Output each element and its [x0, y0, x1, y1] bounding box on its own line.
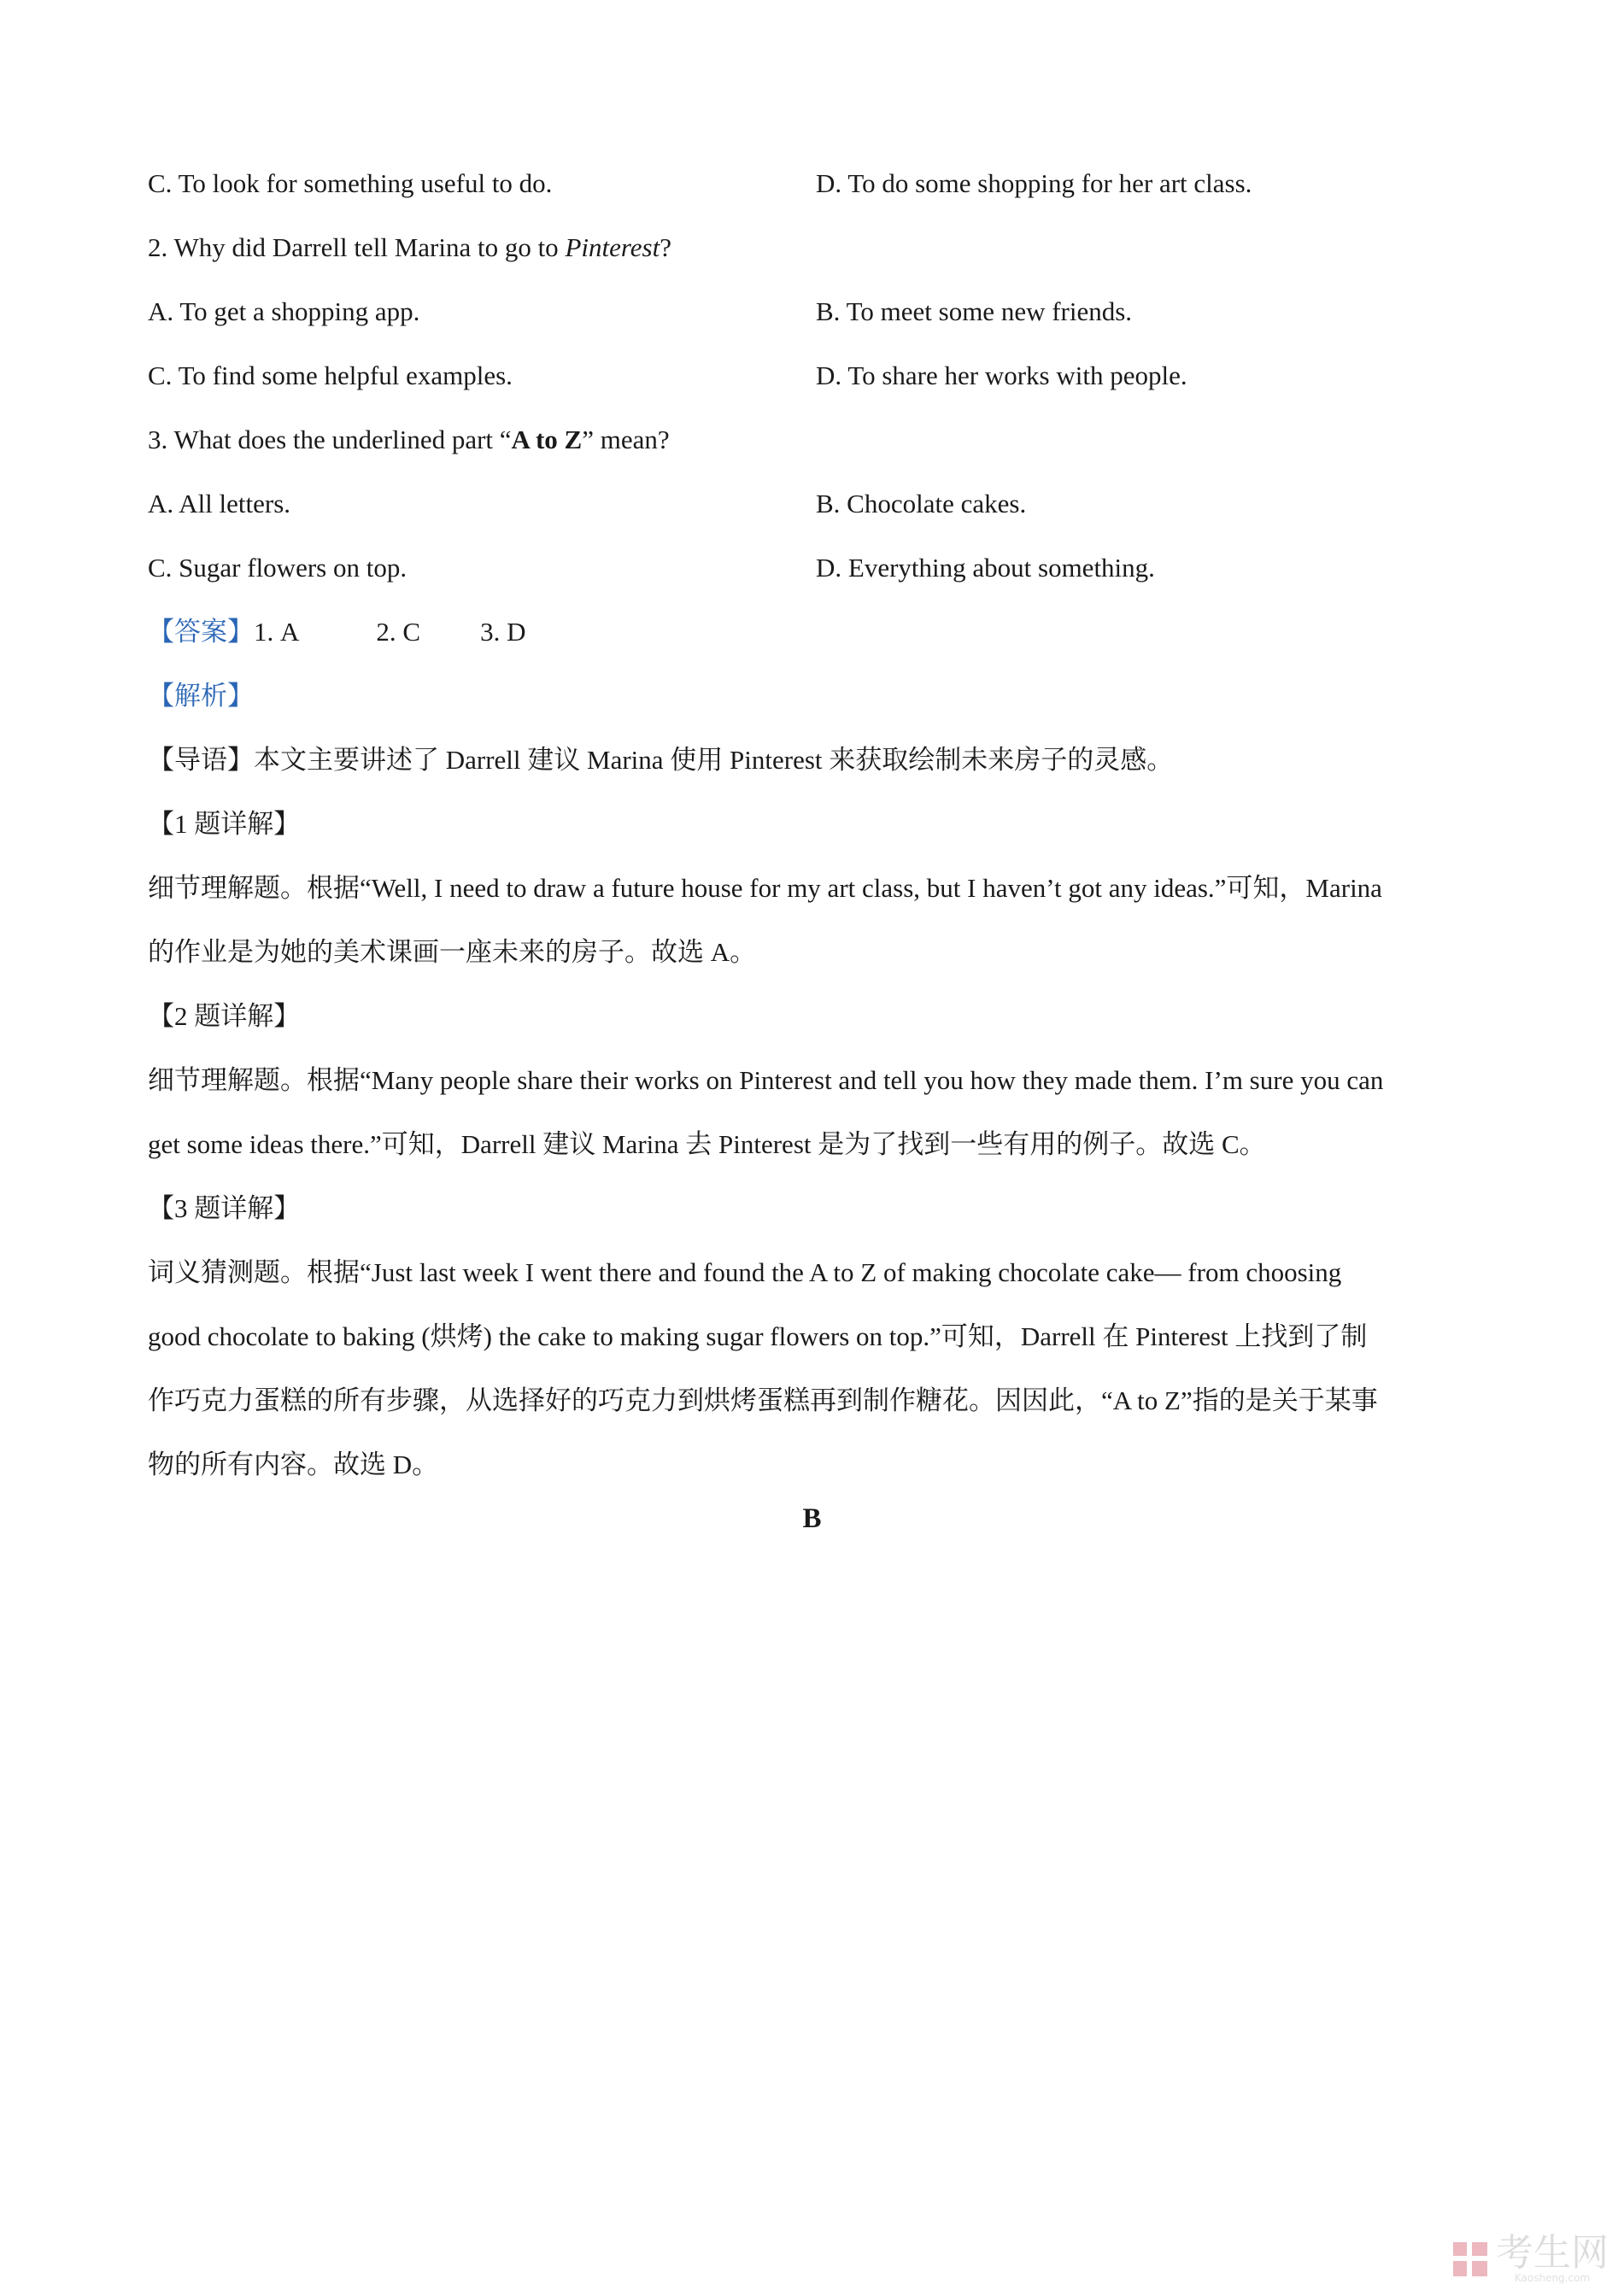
- answer-1: 1. A: [254, 617, 300, 647]
- q2-option-a: A. To get a shopping app.: [148, 296, 420, 326]
- detail-1-line-1: 细节理解题。根据“Well, I need to draw a future house for my art class, but I haven’t got any ideas.”可知，Marina: [148, 873, 1382, 903]
- analysis-label: 【解析】: [148, 681, 254, 711]
- q2-stem: 2. Why did Darrell tell Marina to go to Pinterest?: [148, 232, 671, 262]
- logo-icon: [1453, 2242, 1487, 2276]
- detail-heading-3: 【3 题详解】: [148, 1193, 301, 1223]
- q3-option-c: C. Sugar flowers on top.: [148, 553, 407, 583]
- detail-3-line-1: 词义猜测题。根据“Just last week I went there and found the A to Z of making chocolate cake— from choosing: [148, 1257, 1342, 1287]
- q1-option-d: D. To do some shopping for her art class.: [816, 168, 1252, 198]
- detail-heading-2: 【2 题详解】: [148, 1001, 301, 1031]
- q3-option-d: D. Everything about something.: [816, 553, 1155, 583]
- detail-3-line-2: good chocolate to baking (烘烤) the cake to making sugar flowers on top.”可知，Darrell 在 Pinterest 上找到了制: [148, 1321, 1368, 1351]
- detail-2-line-1: 细节理解题。根据“Many people share their works on Pinterest and tell you how they made them. I’m sure you can: [148, 1065, 1384, 1095]
- answer-2: 2. C: [376, 617, 421, 647]
- q3-option-b: B. Chocolate cakes.: [816, 489, 1027, 518]
- q2-option-d: D. To share her works with people.: [816, 360, 1187, 390]
- section-title: B: [802, 1503, 822, 1534]
- detail-3-line-4: 物的所有内容。故选 D。: [148, 1450, 439, 1479]
- detail-3-line-3: 作巧克力蛋糕的所有步骤，从选择好的巧克力到烘烤蛋糕再到制作糖花。因因此，“A to Z”指的是关于某事: [148, 1385, 1378, 1415]
- detail-heading-1: 【1 题详解】: [148, 809, 301, 839]
- detail-1-line-2: 的作业是为她的美术课画一座未来的房子。故选 A。: [148, 937, 757, 967]
- q2-option-c: C. To find some helpful examples.: [148, 360, 513, 390]
- q3-stem: 3. What does the underlined part “A to Z” mean?: [148, 425, 670, 454]
- q1-option-c: C. To look for something useful to do.: [148, 168, 553, 198]
- q3-option-a: A. All letters.: [148, 489, 291, 518]
- watermark-sub: Kaosheng.com: [1514, 2272, 1591, 2284]
- analysis-intro: 【导语】本文主要讲述了 Darrell 建议 Marina 使用 Pinterest 来获取绘制未来房子的灵感。: [148, 745, 1174, 775]
- watermark-text: 考生网: [1496, 2231, 1609, 2275]
- q2-option-b: B. To meet some new friends.: [816, 296, 1133, 326]
- answer-label: 【答案】: [148, 617, 254, 647]
- answer-line: [148, 615, 525, 649]
- watermark-logo: [1453, 2231, 1609, 2284]
- answer-3: 3. D: [480, 617, 526, 647]
- detail-2-line-2: get some ideas there.”可知，Darrell 建议 Marina 去 Pinterest 是为了找到一些有用的例子。故选 C。: [148, 1129, 1266, 1159]
